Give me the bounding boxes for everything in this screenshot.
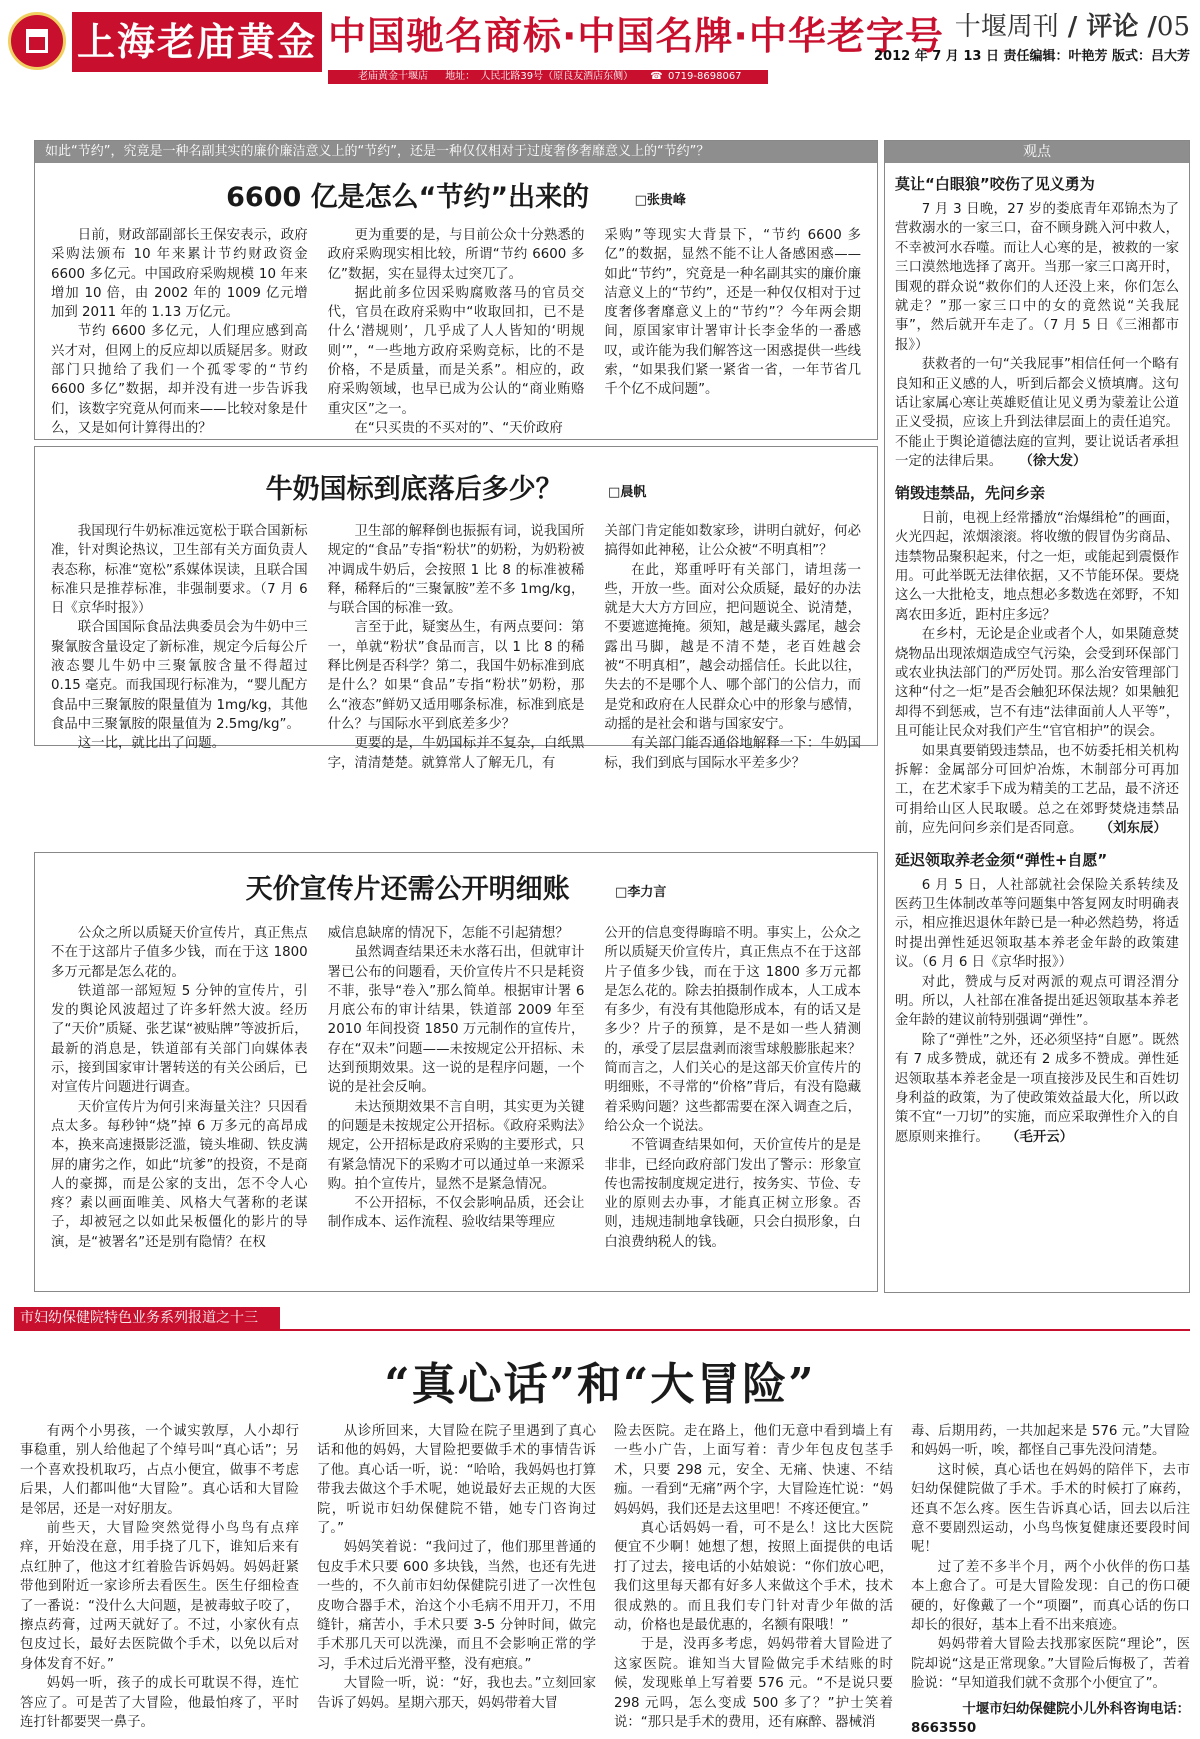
- paragraph: 在“只买贵的不买对的”、“天价政府: [354, 420, 563, 436]
- opinion-header: 观点: [885, 141, 1189, 163]
- opinion-1-title: 莫让“白眼狼”咬伤了见义勇为: [895, 175, 1095, 193]
- contact-label: 十堰市妇幼保健院小儿外科咨询电话：: [962, 1701, 1190, 1717]
- paragraph: 在乡村，无论是企业或者个人，如果随意焚烧物品出现浓烟造成空气污染，会受到环保部门或农业执法部门的严厉处罚。那么治安管理部门这种“付之一炬”是否会触犯环保法规？如果触犯却得不到惩戒，岂不有违“法律面前人人平等”，且可能让民众对我们产生“官官相护”的误会。: [895, 627, 1179, 740]
- ad-phone: 0719-8698067: [667, 71, 742, 82]
- article-promo-film-body: [35, 906, 877, 1252]
- paragraph: 天价宣传片为何引来海量关注？只因看点太多。每秒钟“烧”掉 6 万多元的高昂成本，换来高速摄影泛滥，镜头堆砌、铁皮满屏的庸劣之作，如此“坑爹”的投资，不是商人的豪掷，而是公家的支出，怎不令人心疼？素以画面唯美、风格大气著称的老谋子，却被冠之以如此呆板僵化的影片的导演，是“被署名”还是别有隐情？在权: [51, 1099, 308, 1250]
- paragraph: 更为重要的是，与目前公众十分熟悉的政府采购现实相比较，所谓“节约 6600 多亿”数据，实在显得太过突兀了。: [327, 228, 585, 282]
- paragraph: 铁道部一部短短 5 分钟的宣传片，引发的舆论风波超过了许多轩然大波。经历了“天价”质疑、张艺谋“被贴牌”等波折后，最新的消息是，铁道部有关部门向媒体表示，接到国家审计署转送的有关公函后，已对宣传片问题进行调查。: [51, 983, 308, 1096]
- feature-col-4: [911, 1422, 1190, 1739]
- masthead-advertisement: [8, 8, 944, 86]
- article-promo-film-col-2: [328, 924, 585, 1252]
- publication-name-line: 十堰周刊 / 评论 /05: [954, 12, 1190, 42]
- paragraph: 节约 6600 多亿元，人们理应感到高兴才对，但网上的反应却以质疑居多。财政部门只抛给了我们一个孤零零的“节约 6600 多亿”数据，却并没有进一步告诉我们，该数字究竟从何而来——比较对象是什么，又是如何计算得出的？: [51, 324, 308, 436]
- paragraph: 威信息缺席的情况下，怎能不引起猜想？: [327, 926, 569, 941]
- paragraph: 于是，没再多考虑，妈妈带着大冒险进了这家医院。谁知当大冒险做完手术结账的时候，发现账单上写着要 576 元。“不是说只要 298 元吗，怎么变成 500 多了？”护士笑着说：“那只是手术的费用，还有麻醉、器械消: [614, 1637, 893, 1731]
- contact-phone: 8663550: [911, 1721, 977, 1737]
- paragraph: 不公开招标，不仅会影响品质，还会让制作成本、运作流程、验收结果等理应: [327, 1196, 585, 1231]
- article-milk-byline: □晨帆: [608, 485, 647, 500]
- feature-body: [20, 1422, 1190, 1739]
- publication-name: 十堰周刊: [954, 12, 1059, 42]
- article-6600-col-1: [51, 226, 308, 438]
- article-6600: [34, 140, 878, 440]
- article-6600-body: [35, 214, 877, 438]
- paragraph: 卫生部的解释倒也振振有词，说我国所规定的“食品”专指“粉状”的奶粉，为奶粉被冲调成牛奶后，会按照 1 比 8 的标准被稀释，稀释后的“三聚氰胺”差不多 1mg/kg，与联合国的标准一致。: [327, 524, 585, 617]
- paragraph: 险去医院。走在路上，他们无意中看到墙上有一些小广告，上面写着：青少年包皮包茎手术，只要 298 元，安全、无痛、快速、不结痂。一看到“无痛”两个字，大冒险连忙说：“妈妈妈妈，我们还是去这里吧！不疼还便宜。”: [614, 1424, 893, 1517]
- publication-meta: 2012 年 7 月 13 日 责任编辑：叶艳芳 版式：吕大芳: [874, 49, 1190, 64]
- paragraph: 公开的信息变得晦暗不明。事实上，公众之所以质疑天价宣传片，真正焦点不在于这部片子值多少钱，而在于这 1800 多万元都是怎么花的。除去拍摄制作成本，人工成本有多少，有没有其他隐形成本，有的话又是多少？片子的预算，是不是如一些人猜测的，承受了层层盘剥而滚雪球般膨胀起来？简而言之，人们关心的是这部天价宣传片的明细账，不寻常的“价格”背后，有没有隐藏着采购问题？这些都需要在深入调查之后，给公众一个说法。: [604, 926, 862, 1134]
- paragraph: 前些天，大冒险突然觉得小鸟鸟有点痒痒，开始没在意，用手挠了几下，谁知后来有点红肿了，他这才红着脸告诉妈妈。妈妈赶紧带他到附近一家诊所去看医生。医生仔细检查了一番说：“没什么大问题，是被毒蚊子咬了，擦点药膏，过两天就好了。不过，小家伙有点包皮过长，最好去医院做个手术，以免以后对身体发育不好。”: [20, 1521, 299, 1672]
- paragraph: 虽然调查结果还未水落石出，但就审计署已公布的问题看，天价宣传片不只是耗资不菲，张导“卷入”那么简单。根据审计署 6 月底公布的审计结果，铁道部 2009 年至 2010 年间投资 1850 万元制作的宣传片，存在“双未”问题——未按规定公开招标、未达到预期效果。这一说的是程序问题，一个说的是社会反响。: [327, 945, 585, 1096]
- article-6600-byline: □张贵峰: [634, 193, 686, 208]
- paragraph: 如果真要销毁违禁品，也不妨委托相关机构拆解：金属部分可回炉冶炼，木制部分可再加工，在艺术家手下成为精美的工艺品，最不济还可捐给山区人民取暖。总之在郊野焚烧违禁品前，应先问问乡亲们是否同意。 （刘东辰）: [895, 743, 1179, 837]
- paragraph: 妈妈带着大冒险去找那家医院“理论”，医院却说“这是正常现象。”大冒险后悔极了，苦着脸说：“早知道我们就不贪那个小便宜了”。: [911, 1637, 1190, 1692]
- paragraph: 6 月 5 日，人社部就社会保险关系转续及医药卫生体制改革等问题集中答复网友时明确表示，相应推迟退休年龄已是一种必然趋势，将适时提出弹性延迟领取基本养老金年龄的政策建议。（6 月 6 日《京华时报》）: [895, 877, 1179, 971]
- paragraph: 公众之所以质疑天价宣传片，真正焦点不在于这部片子值多少钱，而在于这 1800 多万元都是怎么花的。: [51, 926, 308, 980]
- article-promo-film-byline: □李力言: [615, 885, 667, 900]
- temple-logo-icon: [8, 12, 66, 70]
- paragraph: 据此前多位因采购腐败落马的官员交代，官员在政府采购中“收取回扣，已不是什么‘潜规则’，几乎成了人人皆知的‘明规则’”，“一些地方政府采购竞标，比的不是价格，不是质量，而是关系”。相应的，政府采购领域，也早已成为公认的“商业贿赂重灾区”之一。: [327, 285, 585, 417]
- contact-line: [911, 1700, 1190, 1719]
- article-milk-body: [35, 506, 877, 773]
- paragraph: 日前，电视上经常播放“治爆缉枪”的画面，火光四起，浓烟滚滚。将收缴的假冒伪劣商品、违禁物品聚积起来，付之一炬，或能起到震慑作用。可此举既无法律依据，又不节能环保。要烧这么一大批枪支，地点想必多数选在郊野，不知离农田多近，距村庄多远？: [895, 510, 1179, 623]
- paragraph: 有两个小男孩，一个诚实敦厚，人小却行事稳重，别人给他起了个绰号叫“真心话”；另一个喜欢投机取巧，占点小便宜，做事不考虑后果，人们都叫他“大冒险”。真心话和大冒险是邻居，还是一对好朋友。: [20, 1424, 299, 1517]
- paragraph: 除了“弹性”之外，还必须坚持“自愿”。既然有 7 成多赞成，就还有 2 成多不赞成。弹性延迟领取基本养老金是一项直接涉及民生和百姓切身利益的政策，为了使政策效益最大化，所以政策不宜“一刀切”的实施，而应采取弹性介入的自愿原则来推行。 （毛开云）: [895, 1032, 1179, 1145]
- feature-col-1: [20, 1422, 299, 1739]
- article-promo-film-col-3: [604, 924, 861, 1252]
- paragraph: 联合国国际食品法典委员会为牛奶中三聚氰胺含量设定了新标准，规定今后每公斤液态婴儿牛奶中三聚氰胺含量不得超过 0.15 毫克。而我国现行标准为，“婴儿配方食品中三聚氰胺的限量值为 1mg/kg，其他食品中三聚氰胺的限量值为 2.5mg/kg”。: [51, 620, 308, 732]
- feature-col-3: [614, 1422, 893, 1739]
- opinion-1-body: [895, 200, 1179, 472]
- ad-slogan: 中国驰名商标·中国名牌·中华老字号: [328, 14, 944, 58]
- opinion-2-body: [895, 509, 1179, 839]
- paragraph: 采购”等现实大背景下，“节约 6600 多亿”的数据，显然不能不让人备感困惑——如此“节约”，究竟是一种名副其实的廉价廉洁意义上的“节约”，还是一种仅仅相对于过度奢侈奢靡意义上的“节约”？今年两会期间，原国家审计署审计长李金华的一番感叹，或许能为我们解答这一困惑提供一些线索，“如果我们紧一紧省一省，一年节省几千个亿不成问题”。: [604, 228, 862, 398]
- opinion-3-signature: （毛开云）: [1012, 1129, 1073, 1145]
- opinion-column: [884, 140, 1190, 1293]
- paragraph: 更要的是，牛奶国标并不复杂，白纸黑字，清清楚楚。就算常人了解无几，有: [327, 736, 585, 771]
- article-promo-film-title: 天价宣传片还需公开明细账: [245, 874, 570, 905]
- paragraph: 从诊所回来，大冒险在院子里遇到了真心话和他的妈妈，大冒险把要做手术的事情告诉了他。真心话一听，说：“哈哈，我妈妈也打算带我去做这个手术呢，她说最好去正规的大医院，听说市妇幼保健院不错，她专门咨询过了。”: [317, 1424, 596, 1537]
- section-name: 评论: [1086, 12, 1139, 42]
- opinion-1-signature: （徐大发）: [1026, 454, 1087, 470]
- article-6600-headline: [35, 175, 877, 214]
- article-milk-title: 牛奶国标到底落后多少？: [265, 474, 563, 505]
- article-milk: [34, 446, 878, 771]
- article-6600-col-2: [328, 226, 585, 438]
- opinion-2-title: 销毁违禁品，先问乡亲: [895, 483, 1046, 502]
- paragraph: 过了差不多半个月，两个小伙伴的伤口基本上愈合了。可是大冒险发现：自己的伤口硬硬的，好像戴了一个“项圈”，而真心话的伤口却长的很好，基本上看不出来痕迹。: [911, 1559, 1190, 1634]
- publication-header: [874, 6, 1190, 64]
- article-promo-film-col-1: [51, 924, 308, 1252]
- phone-icon: ☎: [650, 71, 663, 82]
- opinion-2-signature: （刘东辰）: [1106, 821, 1167, 837]
- paragraph: 妈妈一听，孩子的成长可耽误不得，连忙答应了。可是苦了大冒险，他最怕疼了，平时连打针都要哭一鼻子。: [20, 1676, 299, 1731]
- paragraph: 在此，郑重呼吁有关部门，请坦荡一些，开放一些。面对公众质疑，最好的办法就是大大方方回应，把问题说全、说清楚，不要遮遮掩掩。须知，越是藏头露尾，越会露出马脚，越是不清不楚，老百姓越会被“不明真相”，越会动摇信任。长此以往，失去的不是哪个人、哪个部门的公信力，而是党和政府在人民群众心中的形象与感情，动摇的是社会和谐与国家安宁。: [604, 562, 862, 732]
- paragraph: 日前，财政部副部长王保安表示，政府采购法颁布 10 年来累计节约财政资金 6600 多亿元。中国政府采购规模 10 年来增加 10 倍，由 2002 年的 1009 亿元增加到 2011 年的 1.13 万亿元。: [51, 228, 308, 321]
- paragraph: 7 月 3 日晚，27 岁的娄底青年邓锦杰为了营救溺水的一家三口，奋不顾身跳入河中救人，不幸被河水吞噬。而让人心寒的是，被救的一家三口漠然地选择了离开。当那一家三口离开时，围观的群众说“救你们的人还没上来，你们怎么就走？”那一家三口中的女的竟然说“关我屁事”，然后就开车走了。（7 月 5 日《三湘都市报》）: [895, 202, 1179, 353]
- paragraph: 这一比，就比出了问题。: [77, 736, 226, 752]
- feature-title: “真心话”和“大冒险”: [384, 1359, 816, 1410]
- ad-address-label: 地址：: [445, 71, 476, 82]
- ad-address-strip: [328, 70, 768, 84]
- paragraph: 真心话妈妈一看，可不是么！这比大医院便宜不少啊！她想了想，按照上面提供的电话打了过去，接电话的小姑娘说：“你们放心吧，我们这里每天都有好多人来做这个手术，技术很成熟的。而且我们专门针对青少年做的活动，价格也是最优惠的，名额有限哦！”: [614, 1521, 893, 1634]
- article-6600-strip: 如此“节约”，究竟是一种名副其实的廉价廉洁意义上的“节约”，还是一种仅仅相对于过度奢侈奢靡意义上的“节约”？: [35, 141, 877, 163]
- paragraph: 妈妈笑着说：“我问过了，他们那里普通的包皮手术只要 600 多块钱，当然，也还有先进一些的，不久前市妇幼保健院引进了一次性包皮吻合器手术，治这个小毛病不用开刀，不用缝针，痛苦小，手术只要 3-5 分钟时间，做完手术那几天可以洗澡，而且不会影响正常的学习，手术过后光滑平整，没有疤痕。”: [317, 1540, 596, 1672]
- article-6600-title: 6600 亿是怎么“节约”出来的: [226, 182, 590, 213]
- article-6600-col-3: [604, 226, 861, 438]
- article-promo-film-headline: [35, 867, 877, 906]
- paragraph: 不管调查结果如何，天价宣传片的是是非非，已经向政府部门发出了警示：形象宣传也需按制度规定进行，按务实、节俭、专业的原则去办事，才能真正树立形象。否则，违规违制地拿钱砸，只会白损形象，白白浪费纳税人的钱。: [604, 1138, 862, 1250]
- opinion-3-body: [895, 876, 1179, 1148]
- ad-store: 老庙黄金十堰店: [358, 71, 428, 82]
- paragraph: 对此，赞成与反对两派的观点可谓泾渭分明。所以，人社部在准备提出延迟领取基本养老金年龄的建议前特别强调“弹性”。: [895, 974, 1179, 1029]
- article-milk-col-2: [328, 522, 585, 773]
- paragraph: 获救者的一句“关我屁事”相信任何一个略有良知和正义感的人，听到后都会义愤填膺。这句话让家属心寒让英雄贬值让见义勇为蒙羞让公道正义受损，应该上升到法律层面上的责任追究。不能止于舆论道德法庭的宣判，要让说话者承担一定的法律后果。 （徐大发）: [895, 357, 1179, 470]
- paragraph: 大冒险一听，说：“好，我也去。”立刻回家告诉了妈妈。星期六那天，妈妈带着大冒: [317, 1676, 596, 1711]
- ad-address: 人民北路39号（原良友酒店东侧）: [480, 71, 634, 82]
- article-milk-col-3: [604, 522, 861, 773]
- article-milk-col-1: [51, 522, 308, 773]
- paragraph: 言至于此，疑窦丛生，有两点要问：第一，单就“粉状”食品而言，以 1 比 8 的稀释比例是否科学？第二，我国牛奶标准到底是什么？如果“食品”专指“粉状”奶粉，那么“液态”鲜奶又适用哪条标准，标准到底是什么？与国际水平到底差多少？: [327, 620, 585, 732]
- series-tag: 市妇幼保健院特色业务系列报道之十三: [14, 1307, 280, 1329]
- ad-brand: 上海老庙黄金: [72, 12, 322, 72]
- feature-col-2: [317, 1422, 596, 1739]
- article-promo-film: [34, 852, 878, 1292]
- paragraph: 这时候，真心话也在妈妈的陪伴下，去市妇幼保健院做了手术。手术的时候打了麻药，还真不怎么疼。医生告诉真心话，回去以后注意不要剧烈运动，小鸟鸟恢复健康还要段时间呢！: [911, 1462, 1190, 1556]
- opinion-3-title: 延迟领取养老金须“弹性+自愿”: [895, 850, 1108, 869]
- paragraph: 毒、后期用药，一共加起来是 576 元。”大冒险和妈妈一听，唉，都怪自己事先没问清楚。: [911, 1424, 1190, 1459]
- paragraph: 我国现行牛奶标准远宽松于联合国新标准，针对舆论热议，卫生部有关方面负责人表态称，标准“宽松”系媒体误读，且联合国标准只是推荐标准，非强制要求。（7 月 6 日《京华时报》）: [51, 524, 308, 617]
- paragraph: 未达预期效果不言自明，其实更为关键的问题是未按规定公开招标。《政府采购法》规定，公开招标是政府采购的主要形式，只有紧急情况下的采购才可以通过单一来源采购。拍个宣传片，显然不是紧急情况。: [327, 1099, 585, 1192]
- paragraph: 关部门肯定能如数家珍，讲明白就好，何必搞得如此神秘，让公众被“不明真相”？: [604, 524, 862, 559]
- page-number: 05: [1156, 12, 1190, 42]
- divider: [14, 1329, 1190, 1331]
- article-milk-headline: [35, 467, 877, 506]
- paragraph: 有关部门能否通俗地解释一下：牛奶国标，我们到底与国际水平差多少？: [604, 736, 862, 771]
